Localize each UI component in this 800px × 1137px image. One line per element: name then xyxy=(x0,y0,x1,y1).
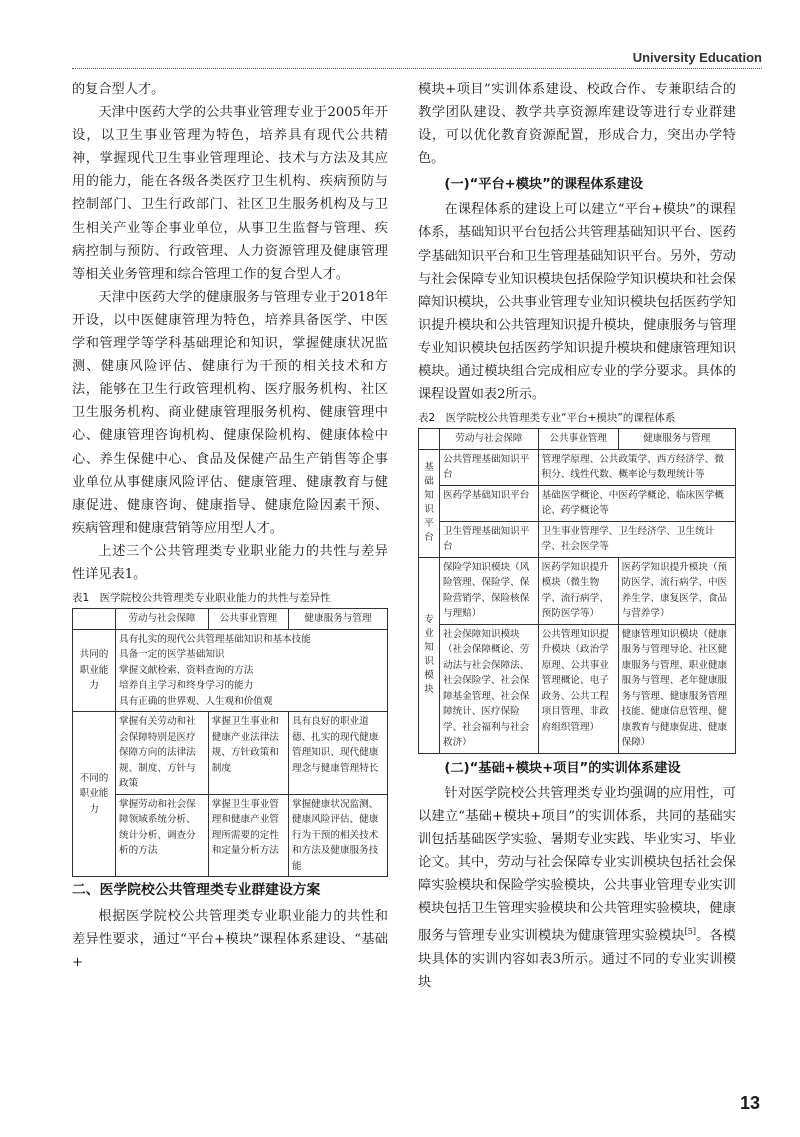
table-cell: 社会保障知识模块（社会保障概论、劳动法与社会保障法、社会保险学、社会保障基金管理、社会保障统计、医疗保险学、社会福利与社会救济） xyxy=(440,624,539,753)
paragraph: 在课程体系的建设上可以建立“平台+模块”的课程体系，基础知识平台包括公共管理基础知识平台、医药学基础知识平台和卫生管理基础知识平台。另外，劳动与社会保障专业知识模块包括保险学知识模块和社会保障知识模块，公共事业管理专业知识模块包括医药学知识提升模块和公共管理知识提升模块，健康服务与管理专业知识模块包括医药学知识提升模块和健康管理知识模块。通过模块组合完成相应专业的学分要求。具体的课程设置如表2所示。 xyxy=(418,202,736,403)
paragraph xyxy=(418,782,736,994)
table1-row-label: 共同的职业能力 xyxy=(73,629,116,712)
table-cell: 管理学原理、公共政策学、西方经济学、微积分、线性代数、概率论与数理统计等 xyxy=(538,449,735,485)
table-cell: 卫生管理基础知识平台 xyxy=(440,521,539,557)
list-item: 具有正确的世界观、人生观和价值观 xyxy=(119,695,273,707)
table2-corner xyxy=(419,429,440,450)
paragraph: 天津中医药大学的健康服务与管理专业于2018年开设，以中医健康管理为特色，培养具备医学、中医学和管理学等学科基础理论和知识，掌握健康状况监测、健康风险评估、健康行为干预的相关技术和方法，能够在卫生行政管理机构、医疗服务机构、社区卫生服务机构、商业健康管理服务机构、健康管理中心、健康管理咨询机构、健康保险机构、健康体检中心、养生保健中心、食品及保健产品生产销售等企事业单位从事健康风险评估、健康管理、健康教育与健康促进、健康咨询、健康指导、健康危险因素干预、疾病管理和健康营销等应用型人才。 xyxy=(72,289,388,536)
journal-header: University Education xyxy=(632,50,762,65)
table-cell: 卫生事业管理学、卫生经济学、卫生统计学、社会医学等 xyxy=(538,521,735,557)
table-cell: 具有良好的职业道德、扎实的现代健康管理知识、现代健康理念与健康管理特长 xyxy=(289,712,388,795)
table2-caption: 表2 医学院校公共管理类专业“平台+模块”的课程体系 xyxy=(418,412,676,425)
right-column xyxy=(418,78,736,994)
citation-ref: [5] xyxy=(684,927,696,937)
paragraph-text: 。各模块具体的实训内容如表3所示。通过不同的专业实训模块 xyxy=(418,928,736,990)
list-item: 培养自主学习和终身学习的能力 xyxy=(119,680,254,692)
left-column xyxy=(72,78,388,974)
table-cell: 掌握有关劳动和社会保障特别是医疗保障方向的法律法规、制度、方针与政策 xyxy=(116,712,209,795)
table1-row-label: 不同的职业能力 xyxy=(73,712,116,877)
paragraph: 根据医学院校公共管理类专业职业能力的共性和差异性要求，通过“平台+模块”课程体系建设、“基础+ xyxy=(72,909,388,971)
paragraph: 模块+项目”实训体系建设、校政合作、专兼职结合的教学团队建设、教学共享资源库建设等进行专业群建设，可以优化教育资源配置，形成合力，突出办学特色。 xyxy=(418,82,736,167)
paragraph-text: 针对医学院校公共管理类专业均强调的应用性，可以建立“基础+模块+项目”的实训体系，共同的基础实训包括基础医学实验、暑期专业实践、毕业实习、毕业论文。其中，劳动与社会保障专业实训模块包括社会保障实验模块和保险学实验模块，公共事业管理专业实训模块包括卫生管理实验模块和公共管理实验模块，健康服务与管理专业实训模块为健康管理实验模块 xyxy=(418,785,736,944)
table-cell: 基础医学概论、中医药学概论、临床医学概论、药学概论等 xyxy=(538,485,735,521)
list-item: 具有扎实的现代公共管理基础知识和基本技能 xyxy=(119,633,311,645)
table1-common-cell xyxy=(116,629,388,712)
table-cell: 医药学知识提升模块（微生物学、流行病学、预防医学等） xyxy=(538,557,618,624)
table2-header: 健康服务与管理 xyxy=(618,429,735,450)
table-cell: 医药学基础知识平台 xyxy=(440,485,539,521)
subsection-title: (二)“基础+模块+项目”的实训体系建设 xyxy=(444,760,681,776)
list-item: 掌握文献检索、资料查询的方法 xyxy=(119,664,254,676)
table-cell: 保险学知识模块（风险管理、保险学、保险营销学、保险核保与理赔） xyxy=(440,557,539,624)
list-item: 具备一定的医学基础知识 xyxy=(119,649,225,661)
subsection-title: (一)“平台+模块”的课程体系建设 xyxy=(444,177,644,193)
table-cell: 掌握劳动和社会保障领域系统分析、统计分析、调查分析的方法 xyxy=(116,794,209,877)
paragraph: 天津中医药大学的公共事业管理专业于2005年开设，以卫生事业管理为特色，培养具有现代公共精神，掌握现代卫生事业管理理论、技术与方法及其应用的能力，能在各级各类医疗卫生机构、疾病预防与控制部门、卫生行政部门、社区卫生服务机构及与卫生相关产业等企事业单位，从事卫生监督与管理、疾病控制与预防、行政管理、人力资源管理及健康管理等相关业务管理和综合管理工作的复合型人才。 xyxy=(72,105,388,282)
vertical-label: 专业知识模块 xyxy=(424,614,434,696)
header-divider xyxy=(72,68,762,69)
paragraph: 上述三个公共管理类专业职业能力的共性与差异性详见表1。 xyxy=(72,543,388,582)
table1-caption: 表1 医学院校公共管理类专业职业能力的共性与差异性 xyxy=(72,592,331,605)
page-number: 13 xyxy=(739,1093,760,1113)
vertical-label: 基础知识平台 xyxy=(424,462,434,544)
table-cell: 掌握健康状况监测、健康风险评估、健康行为干预的相关技术和方法及健康服务技能 xyxy=(289,794,388,877)
table2-header: 公共事业管理 xyxy=(538,429,618,450)
table-cell: 公共管理知识提升模块（政治学原理、公共事业管理概论、电子政务、公共工程项目管理、非政府组织管理） xyxy=(538,624,618,753)
table-cell: 医药学知识提升模块（预防医学、流行病学、中医养生学、康复医学、食品与营养学） xyxy=(618,557,735,624)
table-cell: 掌握卫生事业和健康产业法律法规、方针政策和制度 xyxy=(208,712,288,795)
paragraph: 的复合型人才。 xyxy=(72,82,165,97)
table2-header: 劳动与社会保障 xyxy=(440,429,539,450)
table-cell: 健康管理知识模块（健康服务与管理导论、社区健康服务与管理、职业健康服务与管理、老年健康服务与管理、健康服务管理技能、健康信息管理、健康教育与健康促进、健康保障） xyxy=(618,624,735,753)
table1-header: 健康服务与管理 xyxy=(289,609,388,630)
table1-corner xyxy=(73,609,116,630)
table-cell: 掌握卫生事业管理和健康产业管理所需要的定性和定量分析方法 xyxy=(208,794,288,877)
table1-header: 劳动与社会保障 xyxy=(116,609,209,630)
table2-row-label xyxy=(419,557,440,753)
table1-header: 公共事业管理 xyxy=(208,609,288,630)
table-cell: 公共管理基础知识平台 xyxy=(440,449,539,485)
table2 xyxy=(418,428,736,754)
table2-row-label xyxy=(419,449,440,557)
table1 xyxy=(72,608,388,877)
section-title: 二、医学院校公共管理类专业群建设方案 xyxy=(72,882,321,899)
